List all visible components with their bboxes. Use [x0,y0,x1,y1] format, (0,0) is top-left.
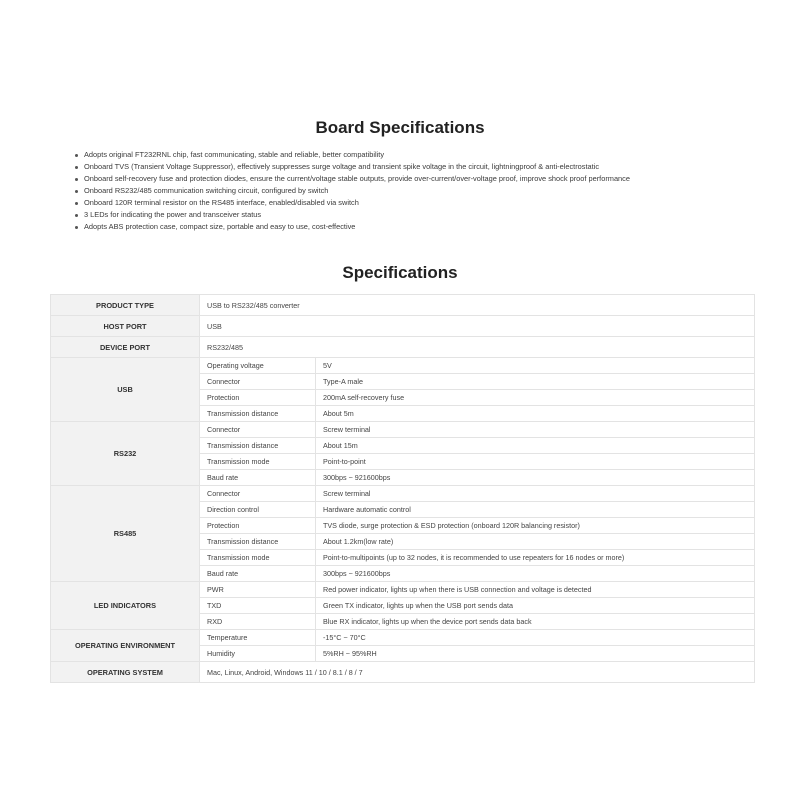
specifications-table [50,294,755,683]
spec-value: Point-to-multipoints (up to 32 nodes, it is recommended to use repeaters for 16 nodes or more) [316,550,755,566]
category-rs485: RS485 [51,486,200,582]
spec-value: Green TX indicator, lights up when the USB port sends data [316,598,755,614]
spec-value: Blue RX indicator, lights up when the device port sends data back [316,614,755,630]
category-device-port: DEVICE PORT [51,337,200,358]
spec-value: TVS diode, surge protection & ESD protection (onboard 120R balancing resistor) [316,518,755,534]
table-row [51,582,755,598]
board-specifications-title: Board Specifications [315,118,485,137]
spec-value: USB [200,316,755,337]
table-row [51,337,755,358]
spec-value: About 15m [316,438,755,454]
spec-value: RS232/485 [200,337,755,358]
spec-label: Transmission mode [200,550,316,566]
spec-label: TXD [200,598,316,614]
spec-label: Connector [200,422,316,438]
table-row [51,486,755,502]
specifications-title: Specifications [342,263,458,282]
feature-item: Adopts original FT232RNL chip, fast communicating, stable and reliable, better compatibility [74,149,630,161]
spec-value: Screw terminal [316,422,755,438]
category-operating-environment: OPERATING ENVIRONMENT [51,630,200,662]
spec-label: Baud rate [200,566,316,582]
spec-value: Point-to-point [316,454,755,470]
spec-label: RXD [200,614,316,630]
spec-value: USB to RS232/485 converter [200,295,755,316]
spec-label: Connector [200,486,316,502]
spec-label: Humidity [200,646,316,662]
table-row [51,295,755,316]
spec-label: Transmission distance [200,438,316,454]
spec-value: 200mA self-recovery fuse [316,390,755,406]
category-led-indicators: LED INDICATORS [51,582,200,630]
spec-label: Operating voltage [200,358,316,374]
spec-label: PWR [200,582,316,598]
spec-label: Transmission distance [200,406,316,422]
spec-value: 300bps ~ 921600bps [316,470,755,486]
spec-value: Mac, Linux, Android, Windows 11 / 10 / 8.1 / 8 / 7 [200,662,755,683]
feature-item: Onboard self-recovery fuse and protection diodes, ensure the current/voltage stable outputs, provide over-current/over-voltage proof, improve shock proof performance [74,173,630,185]
category-operating-system: OPERATING SYSTEM [51,662,200,683]
spec-label: Protection [200,518,316,534]
spec-value: Red power indicator, lights up when there is USB connection and voltage is detected [316,582,755,598]
spec-label: Connector [200,374,316,390]
spec-value: Screw terminal [316,486,755,502]
spec-value: 300bps ~ 921600bps [316,566,755,582]
spec-value: 5%RH ~ 95%RH [316,646,755,662]
feature-item: Onboard 120R terminal resistor on the RS485 interface, enabled/disabled via switch [74,197,630,209]
table-row [51,358,755,374]
spec-label: Temperature [200,630,316,646]
spec-value: -15°C ~ 70°C [316,630,755,646]
feature-list [74,149,630,233]
spec-label: Transmission mode [200,454,316,470]
table-row [51,662,755,683]
spec-value: Hardware automatic control [316,502,755,518]
table-row [51,630,755,646]
feature-item: Adopts ABS protection case, compact size, portable and easy to use, cost-effective [74,221,630,233]
spec-label: Direction control [200,502,316,518]
spec-value: About 1.2km(low rate) [316,534,755,550]
feature-item: Onboard TVS (Transient Voltage Suppressor), effectively suppresses surge voltage and transient spike voltage in the circuit, lightningproof & anti-electrostatic [74,161,630,173]
table-row [51,422,755,438]
specifications-table-body [51,295,755,683]
category-host-port: HOST PORT [51,316,200,337]
spec-value: About 5m [316,406,755,422]
table-row [51,316,755,337]
category-product-type: PRODUCT TYPE [51,295,200,316]
spec-value: Type-A male [316,374,755,390]
category-rs232: RS232 [51,422,200,486]
category-usb: USB [51,358,200,422]
spec-label: Transmission distance [200,534,316,550]
feature-item: Onboard RS232/485 communication switching circuit, configured by switch [74,185,630,197]
feature-item: 3 LEDs for indicating the power and transceiver status [74,209,630,221]
spec-label: Baud rate [200,470,316,486]
spec-label: Protection [200,390,316,406]
spec-value: 5V [316,358,755,374]
